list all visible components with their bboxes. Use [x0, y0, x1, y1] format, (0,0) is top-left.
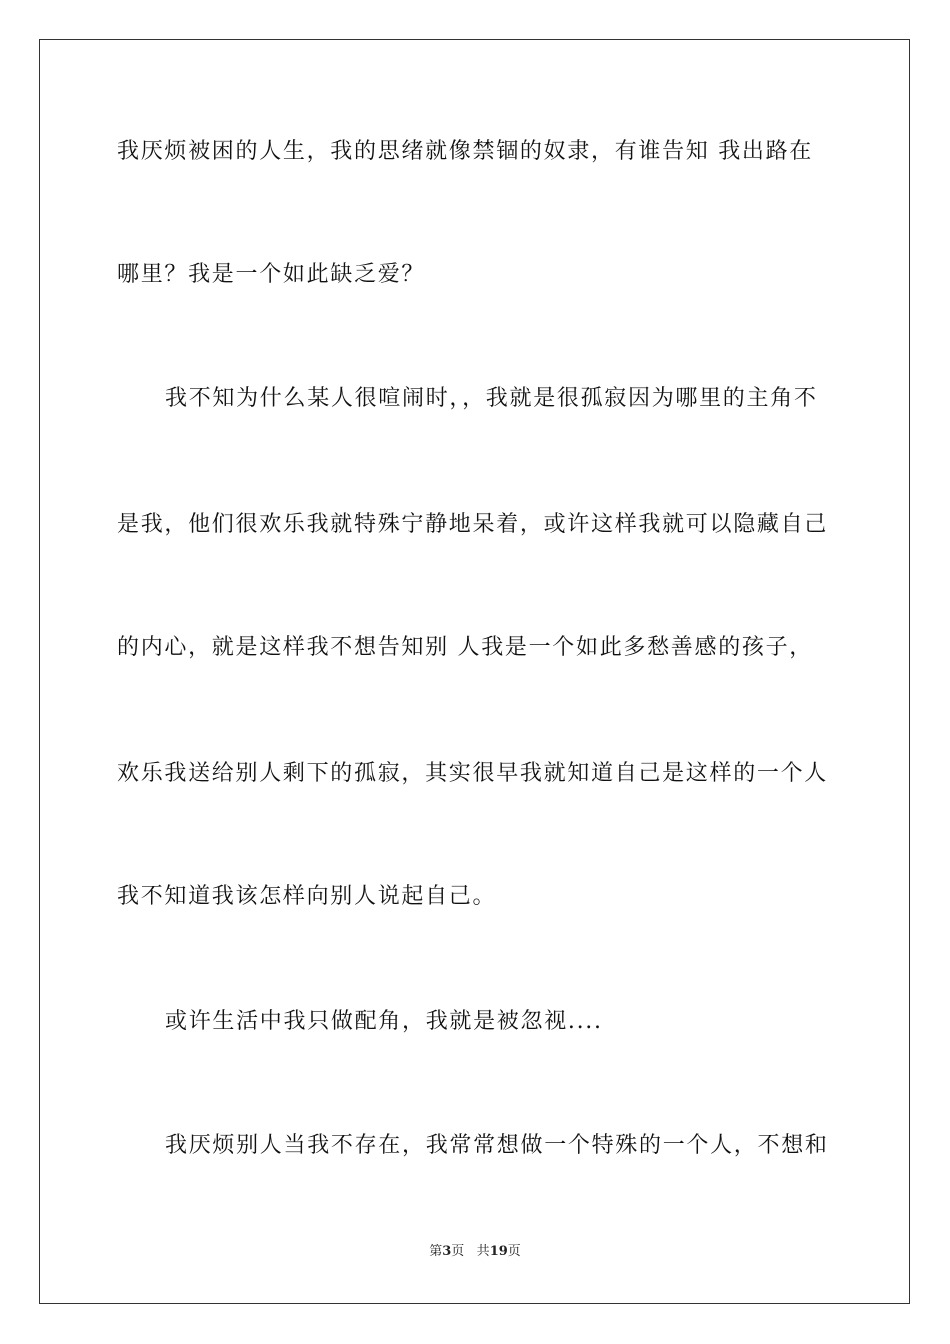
paragraph-line: 欢乐我送给别人剩下的孤寂，其实很早我就知道自己是这样的一个人: [117, 761, 829, 786]
paragraph-line: 我不知为什么某人很喧闹时，，我就是很孤寂因为哪里的主角不: [165, 386, 818, 411]
paragraph-line: 我厌烦被困的人生，我的思绪就像禁锢的奴隶，有谁告知 我出路在: [117, 139, 813, 164]
paragraph-line: 是我，他们很欢乐我就特殊宁静地呆着，或许这样我就可以隐藏自己: [117, 512, 829, 537]
page-border: [39, 39, 910, 1304]
total-suffix: 页: [507, 1244, 521, 1259]
total-prefix: 共: [476, 1244, 490, 1259]
paragraph-line: 的内心，就是这样我不想告知别 人我是一个如此多愁善感的孩子，: [117, 635, 813, 660]
paragraph-line: 或许生活中我只做配角，我就是被忽视....: [165, 1009, 603, 1034]
page-prefix: 第: [429, 1244, 443, 1259]
paragraph-line: 我不知道我该怎样向别人说起自己。: [117, 884, 497, 909]
page-number: 3: [442, 1244, 452, 1259]
paragraph-line: 我厌烦别人当我不存在，我常常想做一个特殊的一个人，不想和: [165, 1133, 829, 1158]
paragraph-line: 哪里？我是一个如此缺乏爱？: [117, 262, 426, 287]
total-pages: 19: [489, 1244, 508, 1259]
page-suffix: 页: [451, 1244, 465, 1259]
page-footer: [0, 1243, 950, 1261]
